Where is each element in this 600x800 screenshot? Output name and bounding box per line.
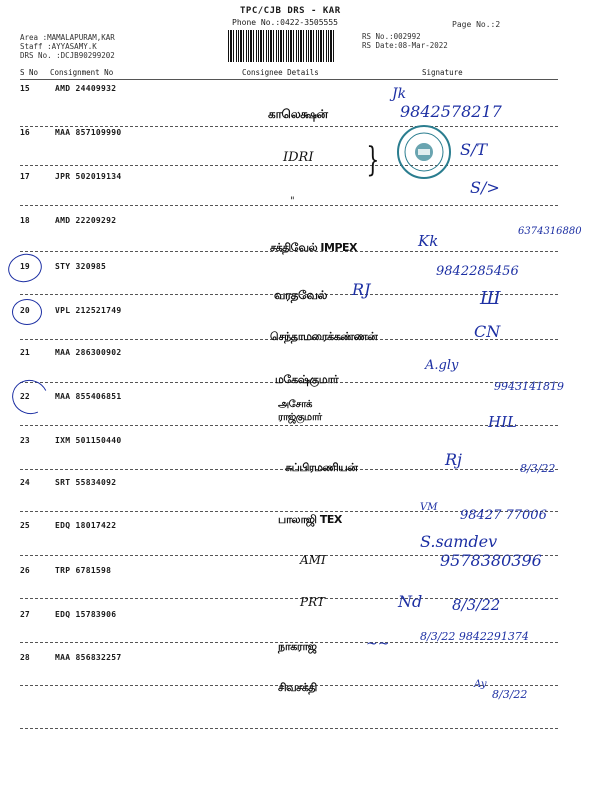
consignee-name: AMI [300,553,326,567]
signature: Ay [474,679,487,690]
row-consignment: VPL 212521749 [55,306,122,315]
page-number: Page No.:2 [452,20,501,29]
signature-phone: 6374316880 [518,226,582,237]
signature-phone: 9842578217 [400,102,502,121]
bracket-mark: } [366,140,380,180]
row-sno: 21 [20,348,30,357]
row-divider [20,728,558,729]
consignee-name: மகேஷ்குமார் [275,373,339,386]
row-consignment: EDQ 18017422 [55,521,117,530]
row-consignment: MAA 855406851 [55,392,122,401]
signature: Nd [398,592,423,611]
signature: S/T [460,140,488,159]
row-divider [20,165,558,166]
signature-date: 8/3/22 [452,596,501,614]
signature-date: 8/3/22 [520,462,556,475]
row-consignment: IXM 501150440 [55,436,122,445]
area-label: Area :MAMALAPURAM,KAR [20,33,115,42]
row-sno: 19 [20,262,30,271]
row-divider [20,425,558,426]
signature: Jk [392,86,407,102]
rs-date: RS Date:08-Mar-2022 [362,41,448,50]
row-consignment: EDQ 15783906 [55,610,117,619]
row-sno: 25 [20,521,30,530]
signature: CN [474,322,501,341]
signature: HIL [488,413,517,431]
consignee-name: காலெக்ஷன் [268,107,328,121]
phone-number: Phone No.:0422-3505555 [232,18,338,27]
row-consignment: AMD 22209292 [55,216,117,225]
consignee-name: வரதவேல் [274,288,327,302]
row-sno: 22 [20,392,30,401]
signature: Kk [418,232,439,250]
row-sno: 18 [20,216,30,225]
col-header-signature: Signature [422,68,463,77]
staff-label: Staff :AYYASAMY.K [20,42,97,51]
row-sno: 15 [20,84,30,93]
consignee-name: சுப்பிரமணியன் [285,461,358,474]
row-sno: 26 [20,566,30,575]
signature-date: 8/3/22 [492,688,528,701]
rs-number: RS No.:002992 [362,32,421,41]
signature: Ш [480,288,501,309]
signature: S/> [470,178,500,197]
row-consignment: MAA 856832257 [55,653,122,662]
row-consignment: MAA 857109990 [55,128,122,137]
barcode [228,30,336,62]
col-header-sno: S No [20,68,39,77]
col-header-consignee: Consignee Details [242,68,319,77]
row-consignment: JPR 502019134 [55,172,122,181]
row-sno: 24 [20,478,30,487]
row-divider [20,126,558,127]
signature: A.gly [425,358,459,373]
row-consignment: TRP 6781598 [55,566,112,575]
consignee-name: சக்திவேல் IMPEX [270,241,358,254]
drs-number: DRS No. :DCJB90299202 [20,51,115,60]
row-divider [20,205,558,206]
row-consignment: STY 320985 [55,262,107,271]
consignee-name: சிவசக்தி [278,681,317,694]
consignee-name: PRT [300,595,325,609]
signature: VM [420,502,438,513]
row-sno: 28 [20,653,30,662]
circle-mark [12,299,42,325]
row-sno: 20 [20,306,30,315]
circle-mark [5,250,45,286]
signature-phone: 9578380396 [440,551,542,570]
header-divider [20,79,558,80]
consignee-name: பாலாஜி TEX [278,513,342,526]
sheet-title: TPC/CJB DRS - KAR [240,6,341,16]
signature: ~~ [366,636,390,652]
signature-phone: 9943141819 [494,380,564,393]
company-stamp [396,124,452,180]
col-header-consignment: Consignment No [50,68,114,77]
consignee-name: " [290,196,295,207]
row-sno: 27 [20,610,30,619]
signature: S.samdev [420,532,498,551]
row-sno: 16 [20,128,30,137]
consignee-name: IDRI [283,150,314,165]
signature: Rj [445,450,463,469]
row-sno: 23 [20,436,30,445]
signature-phone: 8/3/22 9842291374 [420,630,529,643]
row-sno: 17 [20,172,30,181]
signature-phone: 98427 77006 [460,508,547,523]
row-consignment: MAA 286300902 [55,348,122,357]
consignee-name: செந்தாமரைக்கண்ணன் [270,330,378,343]
consignee-name: அசோக் ராஜ்குமார் [278,399,322,423]
row-consignment: AMD 24409932 [55,84,117,93]
signature-phone: 9842285456 [436,264,519,279]
consignee-name: நாகராஜ் [278,640,317,653]
row-consignment: SRT 55834092 [55,478,117,487]
signature: RJ [352,280,371,299]
